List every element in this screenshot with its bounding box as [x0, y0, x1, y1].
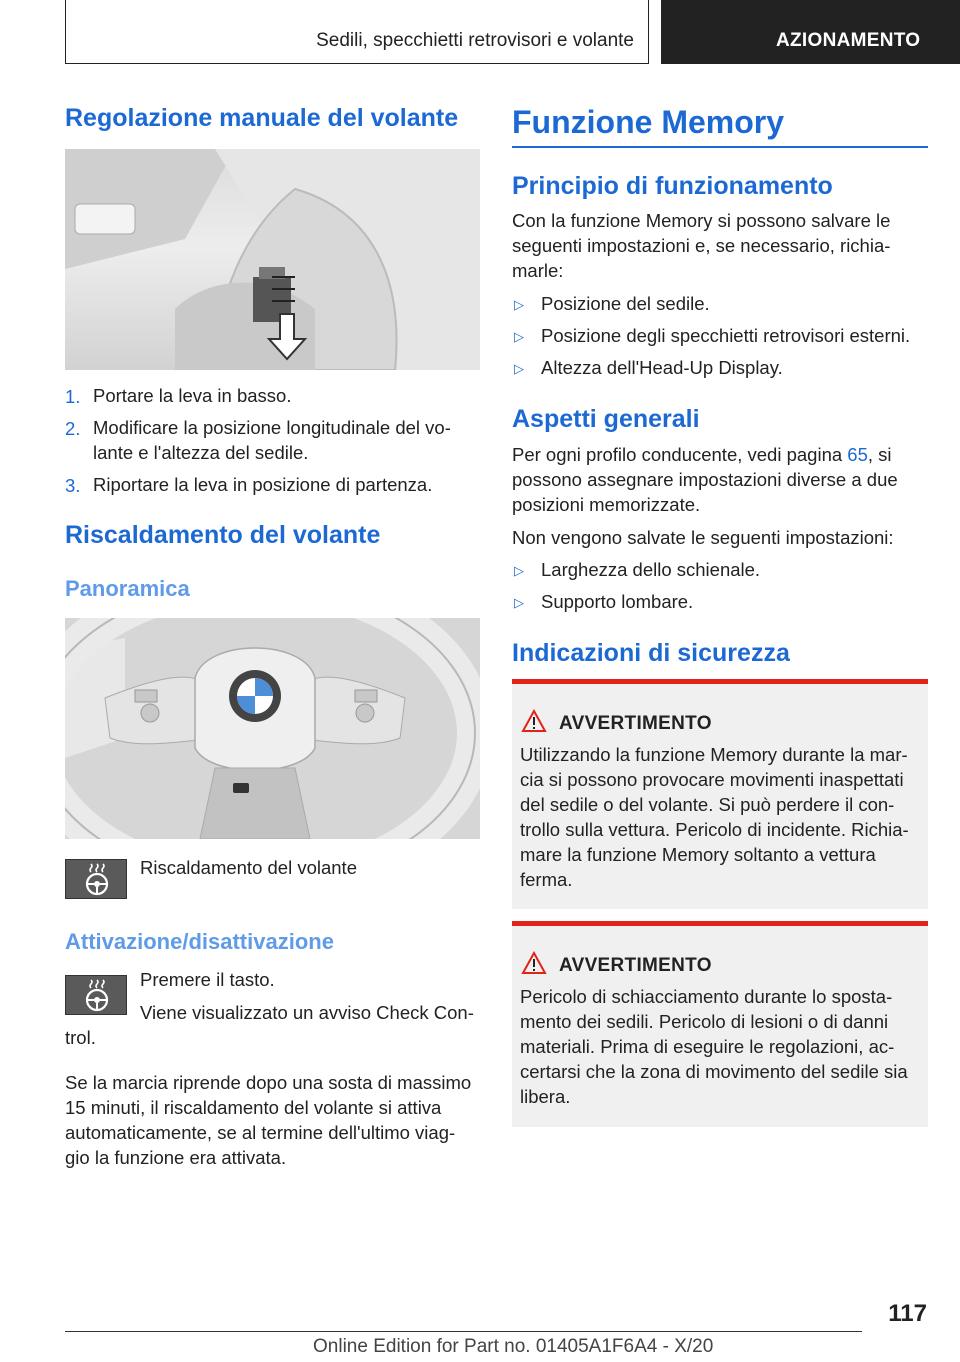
- not-saved-text: Non vengono salvate le seguenti impostazioni:: [512, 527, 894, 548]
- principle-line: seguenti impostazioni e, se necessario, richia-: [512, 235, 891, 256]
- triangle-right-icon: ▷: [514, 361, 524, 376]
- warning-line: mento dei sedili. Pericolo di lesioni o di danni: [520, 1011, 889, 1032]
- check-control-text: trol.: [65, 1027, 96, 1048]
- steering-heating-button[interactable]: [65, 975, 127, 1015]
- general-bullet: Supporto lombare.: [541, 591, 694, 612]
- general-line: possono assegnare impostazioni diverse a due: [512, 469, 898, 490]
- principle-bullet: Posizione degli specchietti retrovisori esterni.: [541, 325, 911, 346]
- safety-title: Indicazioni di sicurezza: [512, 639, 790, 667]
- principle-bullet: Posizione del sedile.: [541, 293, 710, 314]
- general-title: Aspetti generali: [512, 405, 700, 433]
- triangle-right-icon: ▷: [514, 595, 524, 610]
- steering-lever-image: [65, 149, 480, 370]
- step-text: Portare la leva in basso.: [93, 385, 292, 406]
- check-control-text: Viene visualizzato un avviso Check Con-: [140, 1002, 474, 1023]
- triangle-right-icon: ▷: [514, 329, 524, 344]
- page-link[interactable]: 65: [847, 444, 868, 465]
- step-number: 2.: [65, 418, 81, 439]
- warning-triangle-icon: [521, 951, 547, 975]
- general-line-text: Per ogni profilo conducente, vedi pagina: [512, 444, 848, 465]
- warning-box: [512, 921, 928, 1127]
- heating-paragraph-line: gio la funzione era attivata.: [65, 1147, 287, 1168]
- warning-line: ferma.: [520, 869, 573, 890]
- warning-line: mare la funzione Memory soltanto a vettura: [520, 844, 876, 865]
- warning-line: trollo sulla vettura. Pericolo di incidente. Richia-: [520, 819, 909, 840]
- heating-paragraph-line: Se la marcia riprende dopo una sosta di massimo: [65, 1072, 472, 1093]
- header-section-box: [65, 0, 649, 64]
- general-line-text: , si: [867, 444, 892, 465]
- heating-paragraph-line: 15 minuti, il riscaldamento del volante si attiva: [65, 1097, 442, 1118]
- warning-box: [512, 679, 928, 909]
- step-text: Modificare la posizione longitudinale del vo-: [93, 417, 451, 438]
- footer-rule: [65, 1331, 862, 1332]
- principle-bullet: Altezza dell'Head-Up Display.: [541, 357, 783, 378]
- triangle-right-icon: ▷: [514, 563, 524, 578]
- press-button-text: Premere il tasto.: [140, 969, 275, 990]
- title-rule: [512, 146, 928, 148]
- step-text: Riportare la leva in posizione di partenza.: [93, 474, 433, 495]
- step-number: 1.: [65, 386, 81, 407]
- warning-title: AVVERTIMENTO: [559, 955, 712, 976]
- header-chapter-box: [661, 0, 960, 64]
- general-line: posizioni memorizzate.: [512, 494, 701, 515]
- footer-edition: Online Edition for Part no. 01405A1F6A4 - X/20: [313, 1336, 714, 1357]
- steering-manual-title: Regolazione manuale del volante: [65, 104, 459, 132]
- warning-line: Pericolo di schiacciamento durante lo sposta-: [520, 986, 893, 1007]
- warning-line: Utilizzando la funzione Memory durante la mar-: [520, 744, 908, 765]
- warning-triangle-icon: [521, 709, 547, 733]
- principle-title: Principio di funzionamento: [512, 172, 833, 200]
- page-number: 117: [888, 1300, 927, 1327]
- step-number: 3.: [65, 475, 81, 496]
- memory-title: Funzione Memory: [512, 104, 785, 140]
- heating-button-caption: Riscaldamento del volante: [140, 857, 357, 878]
- activation-title: Attivazione/disattivazione: [65, 929, 334, 954]
- warning-line: cia si possono provocare movimenti inaspettati: [520, 769, 904, 790]
- heated-steering-wheel-icon: [66, 860, 128, 900]
- step-text: lante e l'altezza del sedile.: [93, 442, 309, 463]
- warning-title: AVVERTIMENTO: [559, 713, 712, 734]
- warning-line: certarsi che la zona di movimento del sedile sia: [520, 1061, 908, 1082]
- warning-line: del sedile o del volante. Si può perdere il con-: [520, 794, 895, 815]
- header-chapter-title: AZIONAMENTO: [776, 30, 921, 51]
- principle-line: Con la funzione Memory si possono salvare le: [512, 210, 891, 231]
- steering-wheel-image: [65, 618, 480, 839]
- heating-paragraph-line: automaticamente, se al termine dell'ultimo viag-: [65, 1122, 456, 1143]
- header-section-title: Sedili, specchietti retrovisori e volante: [316, 30, 634, 51]
- overview-title: Panoramica: [65, 576, 190, 601]
- general-line: [512, 443, 892, 468]
- warning-line: libera.: [520, 1086, 571, 1107]
- principle-line: marle:: [512, 260, 564, 281]
- warning-line: materiali. Prima di eseguire le regolazioni, ac-: [520, 1036, 895, 1057]
- heated-steering-wheel-icon: [66, 976, 128, 1016]
- steering-heating-button[interactable]: [65, 859, 127, 899]
- heating-title: Riscaldamento del volante: [65, 521, 381, 549]
- general-bullet: Larghezza dello schienale.: [541, 559, 761, 580]
- triangle-right-icon: ▷: [514, 297, 524, 312]
